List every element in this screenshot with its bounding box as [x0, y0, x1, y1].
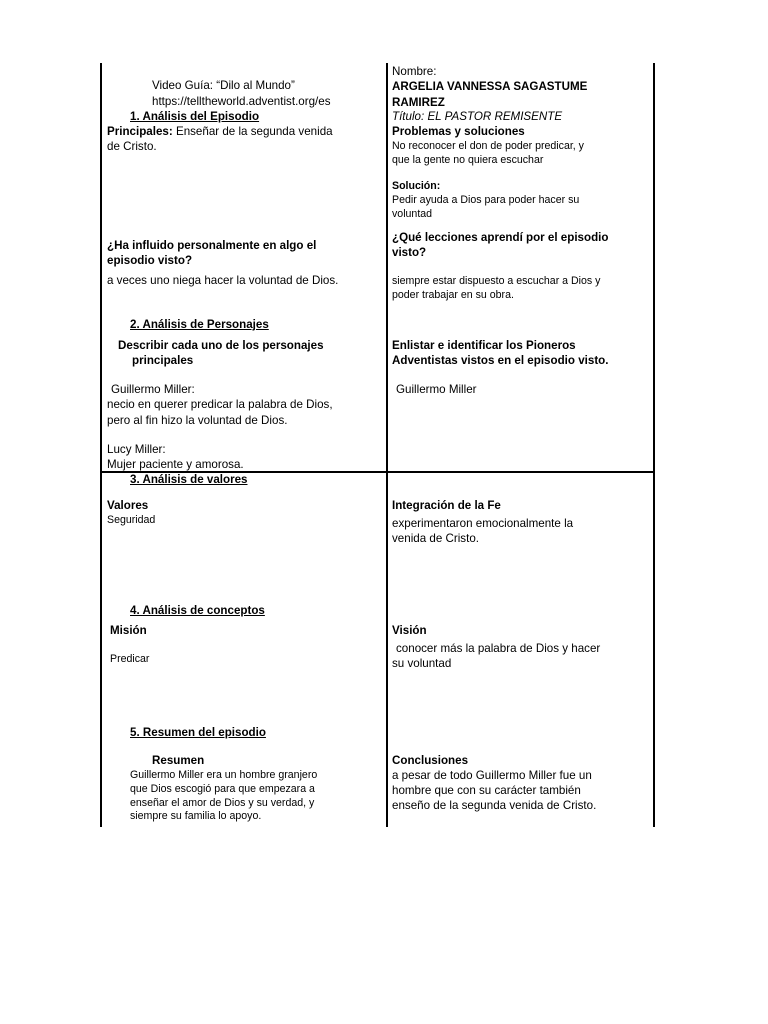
conclusiones-line-3: enseño de la segunda venida de Cristo.: [392, 799, 597, 812]
pioneros-prompt-1: Enlistar e identificar los Pioneros: [392, 339, 576, 352]
question-influence-line-2: episodio visto?: [107, 254, 193, 267]
section-2-title: 2. Análisis de Personajes: [130, 318, 269, 331]
vision-line-2: su voluntad: [392, 657, 452, 670]
table-left-border: [100, 63, 102, 827]
vision-line-1: conocer más la palabra de Dios y hacer: [396, 642, 601, 655]
video-guide-url: https://telltheworld.adventist.org/es: [152, 95, 331, 108]
conclusiones-line-2: hombre que con su carácter también: [392, 784, 581, 797]
solucion-line-2: voluntad: [392, 208, 433, 220]
nombre-label: Nombre:: [392, 65, 437, 78]
character-2-desc: Mujer paciente y amorosa.: [107, 458, 244, 471]
nombre-line-2: RAMIREZ: [392, 96, 445, 109]
fe-label: Integración de la Fe: [392, 499, 501, 512]
lecciones-answer-1: siempre estar dispuesto a escuchar a Dios y: [392, 275, 601, 287]
principales-label: Principales:: [107, 125, 173, 138]
problemas-label: Problemas y soluciones: [392, 125, 525, 138]
solucion-line-1: Pedir ayuda a Dios para poder hacer su: [392, 194, 580, 206]
section-3-title: 3. Análisis de valores: [130, 473, 248, 486]
fe-line-1: experimentaron emocionalmente la: [392, 517, 574, 530]
describe-characters-line-1: Describir cada uno de los personajes: [118, 339, 324, 352]
character-1-desc-1: necio en querer predicar la palabra de Dios,: [107, 398, 333, 411]
problemas-line-2: que la gente no quiera escuchar: [392, 154, 544, 166]
video-guide-title: Video Guía: “Dilo al Mundo”: [152, 79, 295, 92]
describe-characters-line-2: principales: [132, 354, 194, 367]
valores-text: Seguridad: [107, 514, 156, 526]
valores-label: Valores: [107, 499, 149, 512]
lecciones-question-1: ¿Qué lecciones aprendí por el episodio: [392, 231, 609, 244]
answer-influence: a veces uno niega hacer la voluntad de Dios.: [107, 274, 339, 287]
section-1-title: 1. Análisis del Episodio: [130, 110, 260, 123]
resumen-line-3: enseñar el amor de Dios y su verdad, y: [130, 797, 315, 809]
pioneros-answer: Guillermo Miller: [396, 383, 477, 396]
resumen-line-4: siempre su familia lo apoyo.: [130, 810, 262, 822]
resumen-label: Resumen: [152, 754, 205, 767]
resumen-line-2: que Dios escogió para que empezara a: [130, 783, 315, 795]
problemas-line-1: No reconocer el don de poder predicar, y: [392, 140, 584, 152]
principales-line-1: [107, 124, 333, 139]
conclusiones-line-1: a pesar de todo Guillermo Miller fue un: [392, 769, 592, 782]
fe-line-2: venida de Cristo.: [392, 532, 479, 545]
principales-line-2: de Cristo.: [107, 140, 157, 153]
solucion-label: Solución:: [392, 180, 441, 192]
character-2-name: Lucy Miller:: [107, 443, 166, 456]
character-1-name: Guillermo Miller:: [111, 383, 195, 396]
table-center-divider: [386, 63, 388, 827]
mision-label: Misión: [110, 624, 147, 637]
character-1-desc-2: pero al fin hizo la voluntad de Dios.: [107, 414, 288, 427]
lecciones-answer-2: poder trabajar en su obra.: [392, 289, 514, 301]
conclusiones-label: Conclusiones: [392, 754, 469, 767]
episode-title: Título: EL PASTOR REMISENTE: [392, 110, 563, 123]
section-4-title: 4. Análisis de conceptos: [130, 604, 265, 617]
principales-text: Enseñar de la segunda venida: [172, 125, 333, 138]
section-5-title: 5. Resumen del episodio: [130, 726, 266, 739]
question-influence-line-1: ¿Ha influido personalmente en algo el: [107, 239, 317, 252]
nombre-line-1: ARGELIA VANNESSA SAGASTUME: [392, 80, 588, 93]
lecciones-question-2: visto?: [392, 246, 427, 259]
pioneros-prompt-2: Adventistas vistos en el episodio visto.: [392, 354, 609, 367]
table-right-border: [653, 63, 655, 827]
vision-label: Visión: [392, 624, 427, 637]
mision-text: Predicar: [110, 653, 150, 665]
resumen-line-1: Guillermo Miller era un hombre granjero: [130, 769, 318, 781]
